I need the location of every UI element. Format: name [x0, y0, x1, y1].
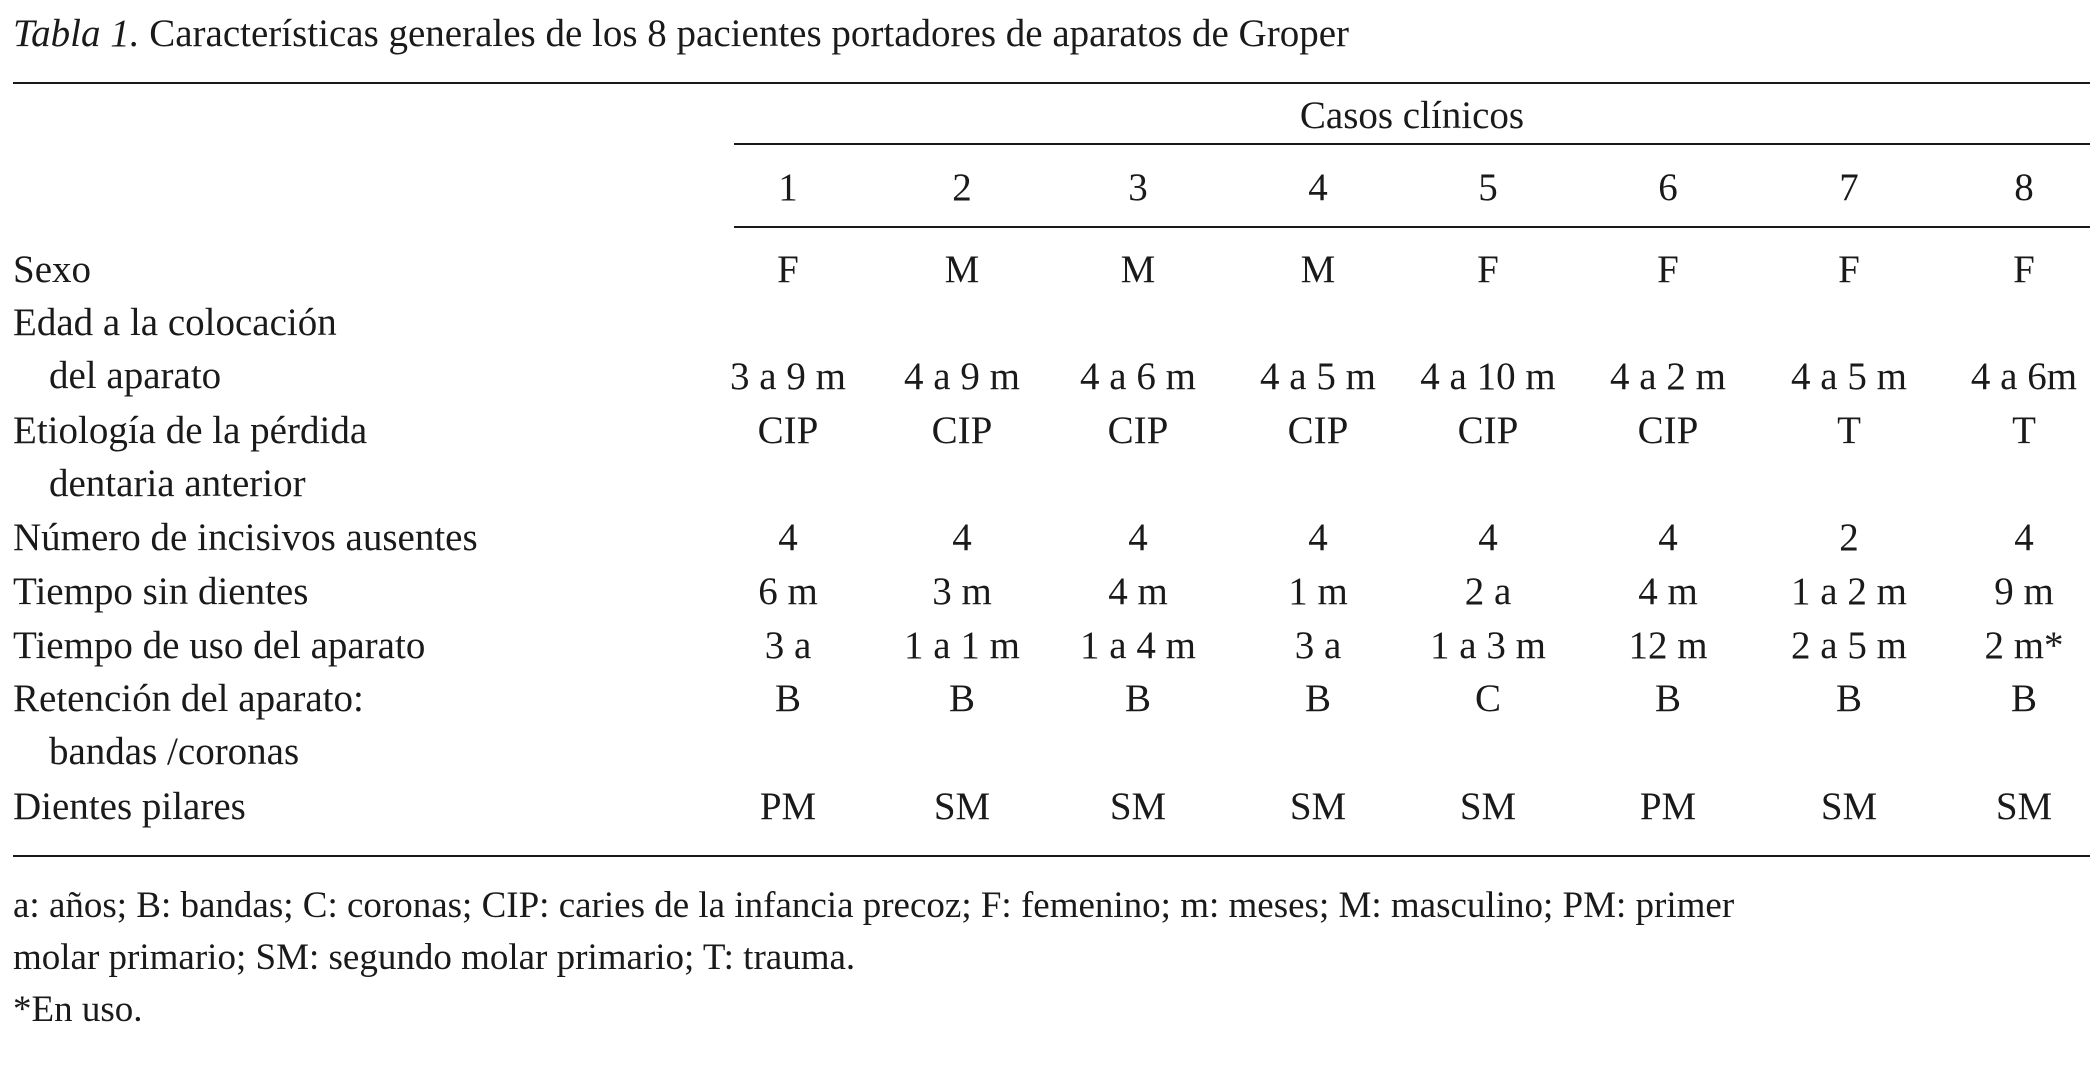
- table-cell: CIP: [1107, 409, 1169, 452]
- table-cell: 4 a 10 m: [1420, 355, 1556, 398]
- table-cell: 3 a 9 m: [730, 355, 846, 398]
- table-cell: 1 a 1 m: [904, 624, 1020, 667]
- table-cell: 4 a 2 m: [1610, 355, 1726, 398]
- table-cell: 4 a 6m: [1970, 355, 2078, 398]
- row-label-line: Tiempo de uso del aparato: [13, 624, 426, 667]
- table-cell: 3 m: [932, 570, 992, 613]
- table-cell: 1 a 4 m: [1080, 624, 1196, 667]
- case-number-header: 2: [952, 166, 972, 209]
- row-label-line: Número de incisivos ausentes: [13, 516, 478, 559]
- row-label-line: Retención del aparato:: [13, 677, 364, 720]
- group-header: Casos clínicos: [1299, 94, 1525, 137]
- table-cell: M: [944, 248, 980, 291]
- row-label: [13, 566, 308, 619]
- case-number-header: 3: [1128, 166, 1148, 209]
- row-label-line: Sexo: [13, 248, 91, 291]
- table-cell: 4: [1478, 516, 1498, 559]
- table-cell: F: [2013, 248, 2035, 291]
- table-cell: 2 a: [1464, 570, 1512, 613]
- table-cell: CIP: [931, 409, 993, 452]
- table-cell: 9 m: [1994, 570, 2054, 613]
- table-cell: SM: [1459, 785, 1517, 828]
- row-label-line: dentaria anterior: [49, 462, 306, 505]
- table-cell: 4: [1128, 516, 1148, 559]
- case-number-header: 1: [778, 166, 798, 209]
- row-label-line: Dientes pilares: [13, 785, 246, 828]
- case-number-header: 5: [1478, 166, 1498, 209]
- table-cell: F: [777, 248, 799, 291]
- table-cell: CIP: [1637, 409, 1699, 452]
- case-number-header: 7: [1839, 166, 1859, 209]
- footnote-abbreviations-line-2: molar primario; SM: segundo molar primario; T: trauma.: [13, 937, 856, 978]
- table-cell: 3 a: [764, 624, 812, 667]
- table-cell: 4 m: [1638, 570, 1698, 613]
- table-title-text: Características generales de los 8 pacientes portadores de aparatos de Groper: [149, 12, 1350, 55]
- row-label-line: Tiempo sin dientes: [13, 570, 309, 613]
- row-label: [13, 512, 478, 565]
- table-cell: B: [1304, 677, 1331, 720]
- table-cell: SM: [1820, 785, 1878, 828]
- table-cell: F: [1657, 248, 1679, 291]
- row-label-line: Etiología de la pérdida: [13, 409, 368, 452]
- table-cell: CIP: [1287, 409, 1349, 452]
- footnote-abbreviations-line-1: a: años; B: bandas; C: coronas; CIP: caries de la infancia precoz; F: femenino; m: meses; M: masculino; PM: primer: [13, 885, 1735, 926]
- table-cell: T: [2012, 409, 2036, 452]
- table-cell: SM: [933, 785, 991, 828]
- row-label: [13, 297, 337, 403]
- table-cell: CIP: [1457, 409, 1519, 452]
- table-cell: 6 m: [758, 570, 818, 613]
- table-cell: M: [1300, 248, 1336, 291]
- table-cell: SM: [1109, 785, 1167, 828]
- table-cell: 2 m*: [1984, 624, 2064, 667]
- table-cell: 4: [2014, 516, 2034, 559]
- table-cell: PM: [1639, 785, 1697, 828]
- row-label: [13, 405, 367, 511]
- row-label: [13, 244, 91, 297]
- table-cell: T: [1837, 409, 1861, 452]
- table-cell: 1 m: [1288, 570, 1348, 613]
- table-cell: B: [1835, 677, 1862, 720]
- table-cell: 2 a 5 m: [1791, 624, 1907, 667]
- case-number-header: 8: [2014, 166, 2034, 209]
- row-label-line: del aparato: [49, 354, 222, 397]
- table-footnote: [13, 880, 2073, 1036]
- table-cell: 4 a 9 m: [904, 355, 1020, 398]
- table-cell: B: [1654, 677, 1681, 720]
- table-cell: 1 a 2 m: [1791, 570, 1907, 613]
- table-cell: B: [774, 677, 801, 720]
- case-number-header: 6: [1658, 166, 1678, 209]
- table-cell: 4: [1308, 516, 1328, 559]
- case-number-header: 4: [1308, 166, 1328, 209]
- table-cell: 4: [952, 516, 972, 559]
- table-cell: 4 m: [1108, 570, 1168, 613]
- table-cell: CIP: [757, 409, 819, 452]
- row-label-line: Edad a la colocación: [13, 301, 337, 344]
- table-cell: 4: [778, 516, 798, 559]
- table-cell: B: [2010, 677, 2037, 720]
- table-cell: PM: [759, 785, 817, 828]
- table-cell: 3 a: [1294, 624, 1342, 667]
- table-cell: B: [1124, 677, 1151, 720]
- table-cell: 4 a 5 m: [1260, 355, 1376, 398]
- footnote-asterisk: *En uso.: [13, 989, 143, 1030]
- table-cell: 2: [1839, 516, 1859, 559]
- table-cell: C: [1474, 677, 1501, 720]
- table-cell: 4 a 5 m: [1791, 355, 1907, 398]
- row-label: [13, 781, 246, 834]
- table-cell: F: [1477, 248, 1499, 291]
- row-label: [13, 620, 425, 673]
- table-title-label: Tabla 1.: [13, 12, 140, 55]
- table-cell: 12 m: [1628, 624, 1708, 667]
- table-cell: 4 a 6 m: [1080, 355, 1196, 398]
- table-cell: M: [1120, 248, 1156, 291]
- row-label: [13, 673, 364, 779]
- table-cell: 4: [1658, 516, 1678, 559]
- table-cell: B: [948, 677, 975, 720]
- table-cell: F: [1838, 248, 1860, 291]
- table-cell: SM: [1289, 785, 1347, 828]
- row-label-line: bandas /coronas: [49, 730, 300, 773]
- table-cell: 1 a 3 m: [1430, 624, 1546, 667]
- table-cell: SM: [1995, 785, 2053, 828]
